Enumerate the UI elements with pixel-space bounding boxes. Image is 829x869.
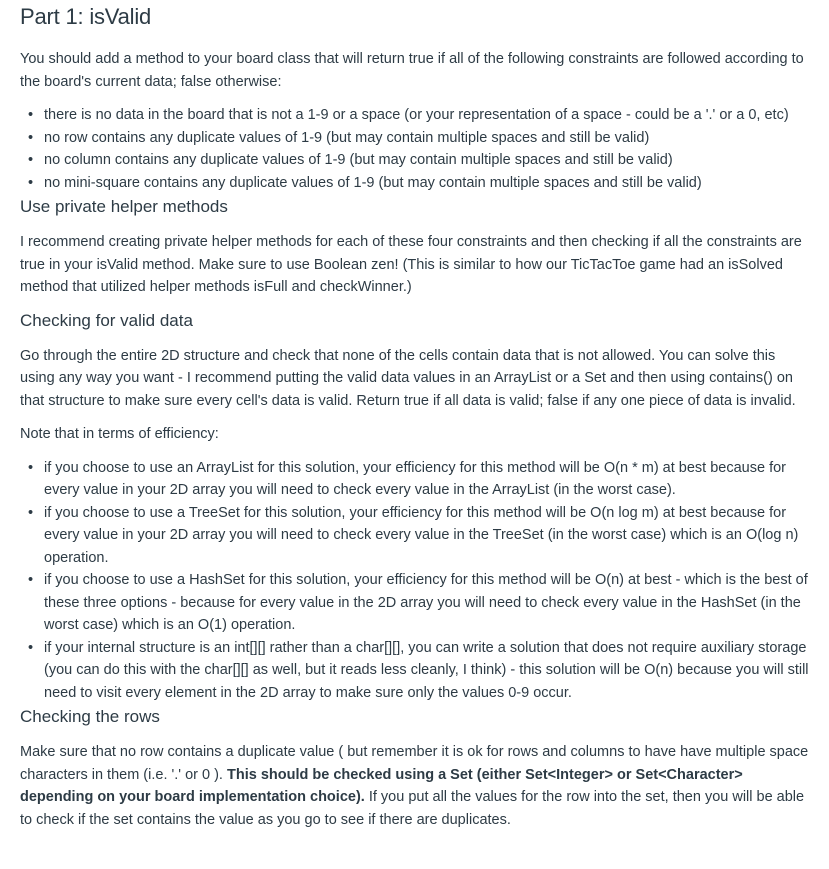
list-item: • if you choose to use a TreeSet for this solution, your efficiency for this method will be O(n log m) at best because for every value in your 2D array you will need to check every value in the TreeSet (in the worst case) which is an O(log n) operation. bbox=[44, 502, 809, 570]
rows-paragraph bbox=[20, 741, 809, 831]
rows-text-bold: This should be checked using a Set (either Set<Integer> or Set<Character> depending on your board implementation choice). bbox=[20, 766, 743, 805]
efficiency-note: Note that in terms of efficiency: bbox=[20, 426, 219, 442]
list-item: • there is no data in the board that is not a 1-9 or a space (or your representation of a space - could be a '.' or a 0, etc) bbox=[44, 104, 809, 127]
list-item: • no row contains any duplicate values of 1-9 (but may contain multiple spaces and still be valid) bbox=[44, 127, 809, 150]
intro-paragraph: You should add a method to your board class that will return true if all of the following constraints are followed according to the board's current data; false otherwise: bbox=[20, 51, 804, 90]
section-heading-valid-data: Checking for valid data bbox=[20, 310, 193, 330]
page-title: Part 1: isValid bbox=[20, 4, 152, 29]
rows-text-after: If you put all the values for the row into the set, then you will be able to check if the set contains the value as you go to see if there are duplicates. bbox=[20, 789, 805, 828]
efficiency-list bbox=[20, 457, 809, 705]
valid-data-paragraph: Go through the entire 2D structure and check that none of the cells contain data that is not allowed. You can solve this using any way you want - I recommend putting the valid data values in an ArrayList or a Set and then using contains() on that structure to make sure every cell's data is valid. Return true if all data is valid; false if any one piece of data is invalid. bbox=[20, 347, 796, 409]
list-item: • if you choose to use a HashSet for this solution, your efficiency for this method will be O(n) at best - which is the best of these three options - because for every value in the 2D array you will need to check every value in the HashSet (in the worst case) which is an O(1) operation. bbox=[44, 569, 809, 637]
list-item: • no mini-square contains any duplicate values of 1-9 (but may contain multiple spaces and still be valid) bbox=[44, 172, 809, 195]
section-heading-helpers: Use private helper methods bbox=[20, 197, 228, 216]
assignment-page bbox=[0, 4, 829, 831]
list-item: • if you choose to use an ArrayList for this solution, your efficiency for this method will be O(n * m) at best because for every value in your 2D array you will need to check every value in the ArrayList (in the worst case). bbox=[44, 457, 809, 502]
helpers-paragraph: I recommend creating private helper methods for each of these four constraints and then checking if all the constraints are true in your isValid method. Make sure to use Boolean zen! (This is similar to how our TicTacToe game had an isSolved method that utilized helper methods isFull and checkWinner.) bbox=[20, 234, 802, 295]
section-heading-rows: Checking the rows bbox=[20, 707, 160, 726]
list-item: • no column contains any duplicate values of 1-9 (but may contain multiple spaces and still be valid) bbox=[44, 149, 809, 172]
constraints-list bbox=[20, 104, 809, 194]
rows-text-before: Make sure that no row contains a duplicate value ( but remember it is ok for rows and columns to have have multiple space characters in them (i.e. '.' or 0 ). bbox=[20, 744, 809, 783]
list-item: • if your internal structure is an int[][] rather than a char[][], you can write a solution that does not require auxiliary storage (you can do this with the char[][] as well, but it reads less cleanly, I think) - this solution will be O(n) because you will still need to visit every element in the 2D array to make sure only the values 0-9 occur. bbox=[44, 637, 809, 705]
